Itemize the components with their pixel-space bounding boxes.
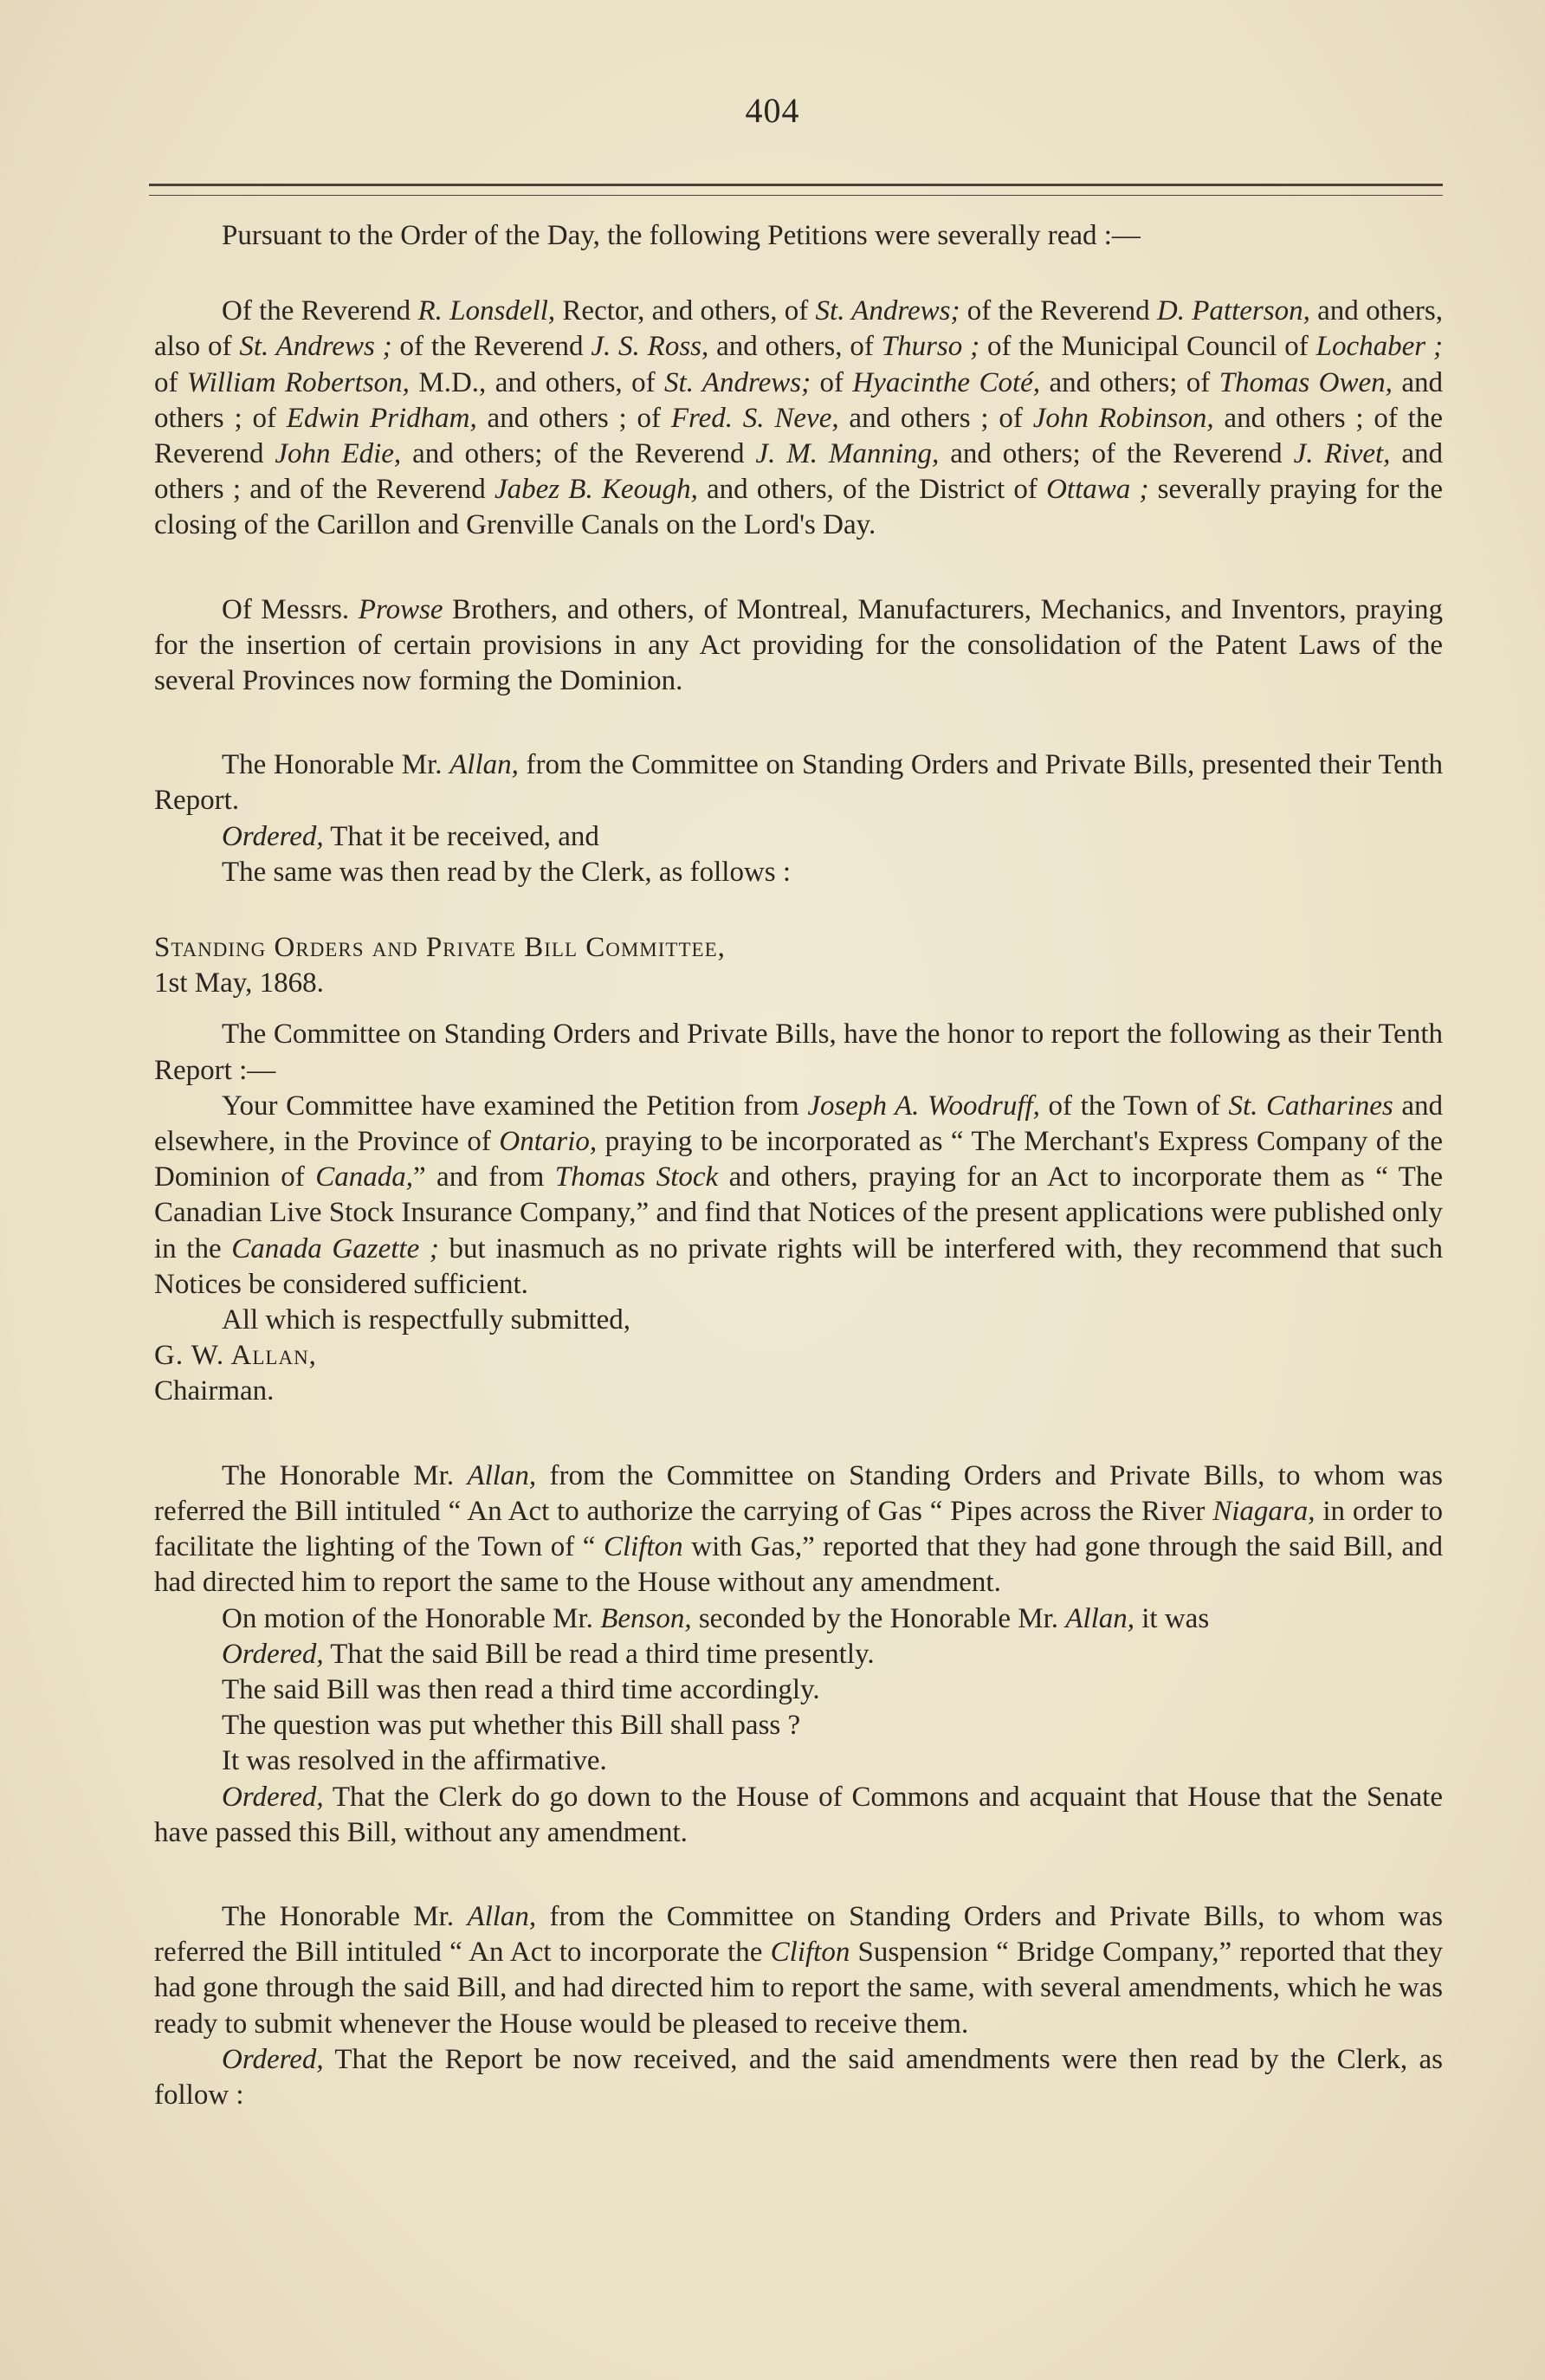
paragraph-report-intro: The Committee on Standing Orders and Private Bills, have the honor to report the following as their Tenth Report :— [154, 1019, 1443, 1086]
paragraph-tenth-report-presented: The Honorable Mr. Allan, from the Committee on Standing Orders and Private Bills, presented their Tenth Report. [154, 749, 1443, 817]
paragraph-question: The question was put whether this Bill shall pass ? [222, 1710, 801, 1742]
signature-name: G. W. Allan, [154, 1340, 317, 1372]
paragraph-third-reading-ordered: Ordered, That the said Bill be read a third time presently. [222, 1638, 875, 1670]
signature-title: Chairman. [154, 1375, 275, 1407]
paragraph-carillon-petitions: Of the Reverend R. Lonsdell, Rector, and others, of St. Andrews; of the Reverend D. Patterson, and others, also of St. Andrews ; of the Reverend J. S. Ross, and others, of Thurso ; of the Municipal Council of Lochaber ; of William Robertson, M.D., and others, of St. Andrews; of Hyacinthe Coté, and others; of Thomas Owen, and others ; of Edwin Pridham, and others ; of Fred. S. Neve, and others ; of John Robinson, and others ; of the Reverend John Edie, and others; of the Reverend J. M. Manning, and others; of the Reverend J. Rivet, and others ; and of the Reverend Jabez B. Keough, and others, of the District of Ottawa ; severally praying for the closing of the Carillon and Grenville Canals on the Lord's Day. [154, 295, 1444, 541]
page-body [154, 218, 1443, 2113]
paragraph-patent-petition: Of Messrs. Prowse Brothers, and others, of Montreal, Manufacturers, Mechanics, and Inventors, praying for the insertion of certain provisions in any Act providing for the consolidation of the Patent Laws of the several Provinces now forming the Dominion. [154, 593, 1443, 697]
header-rule [149, 184, 1443, 196]
paragraph-gas-bill: The Honorable Mr. Allan, from the Committee on Standing Orders and Private Bills, to whom was referred the Bill intituled “ An Act to authorize the carrying of Gas “ Pipes across the River Niagara, in order to facilitate the lighting of the Town of “ Clifton with Gas,” reported that they had gone through the said Bill, and had directed him to report the same to the House without any amendment. [154, 1459, 1443, 1599]
paragraph-resolved: It was resolved in the affirmative. [222, 1745, 607, 1777]
paragraph-submitted: All which is respectfully submitted, [222, 1304, 631, 1336]
paragraph-read-by-clerk: The same was then read by the Clerk, as follows : [222, 856, 792, 888]
report-heading: Standing Orders and Private Bill Committee, [154, 932, 726, 964]
page-number: 404 [745, 91, 800, 130]
report-date: 1st May, 1868. [154, 967, 324, 999]
paragraph-acquaint-commons: Ordered, That the Clerk do go down to the House of Commons and acquaint that House that the Senate have passed this Bill, without any amendment. [154, 1781, 1443, 1848]
paragraph-ordered-received: Ordered, That it be received, and [222, 820, 599, 852]
paragraph-motion: On motion of the Honorable Mr. Benson, seconded by the Honorable Mr. Allan, it was [222, 1602, 1210, 1634]
paragraph-third-reading: The said Bill was then read a third time accordingly. [222, 1673, 820, 1705]
paragraph-bridge-bill: The Honorable Mr. Allan, from the Committee on Standing Orders and Private Bills, to whom was referred the Bill intituled “ An Act to incorporate the Clifton Suspension “ Bridge Company,” reported that they had gone through the said Bill, and had directed him to report the same, with several amendments, which he was ready to submit whenever the House would be pleased to receive them. [154, 1900, 1443, 2040]
paragraph-amendments-read: Ordered, That the Report be now received, and the said amendments were then read by the Clerk, as follow : [154, 2043, 1443, 2111]
paragraph-petitions-intro: Pursuant to the Order of the Day, the following Petitions were severally read :— [222, 220, 1141, 251]
paragraph-report-body: Your Committee have examined the Petition from Joseph A. Woodruff, of the Town of St. Catharines and elsewhere, in the Province of Ontario, praying to be incorporated as “ The Merchant's Express Company of the Dominion of Canada,” and from Thomas Stock and others, praying for an Act to incorporate them as “ The Canadian Live Stock Insurance Company,” and find that Notices of the present applications were published only in the Canada Gazette ; but inasmuch as no private rights will be interfered with, they recommend that such Notices be considered sufficient. [154, 1090, 1444, 1300]
